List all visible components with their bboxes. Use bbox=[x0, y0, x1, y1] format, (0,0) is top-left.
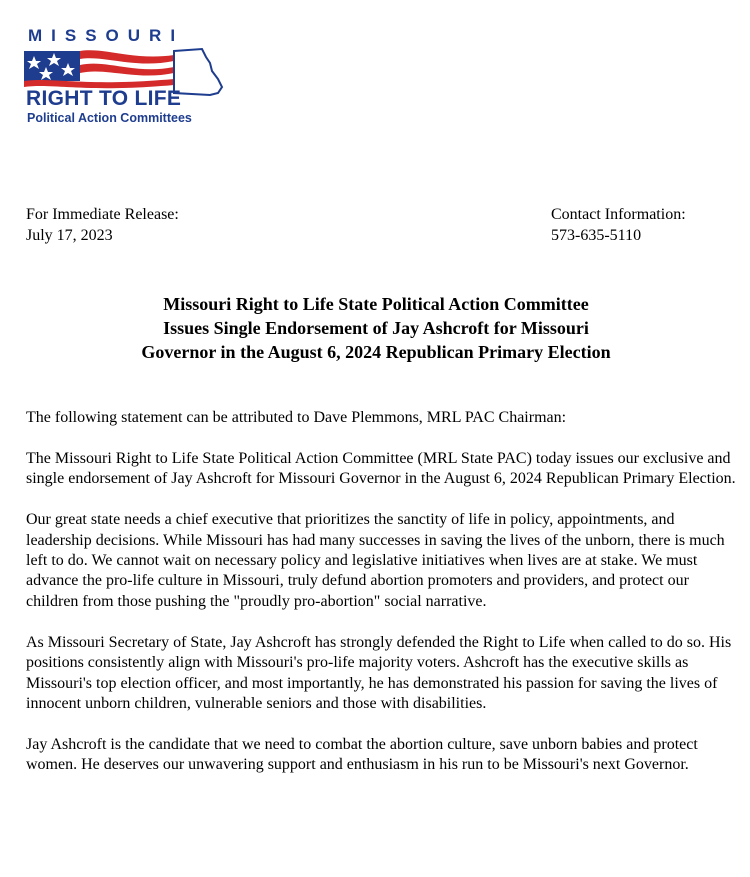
release-label: For Immediate Release: bbox=[26, 206, 179, 223]
attribution-paragraph: The following statement can be attributed to Dave Plemmons, MRL PAC Chairman: bbox=[26, 409, 567, 426]
release-body bbox=[26, 408, 736, 796]
contact-info bbox=[551, 204, 686, 246]
logo-bottom-text: Political Action Committees bbox=[27, 111, 192, 125]
contact-label: Contact Information: bbox=[551, 206, 686, 223]
body-paragraph: Jay Ashcroft is the candidate that we need to combat the abortion culture, save unborn babies and protect women. He deserves our unwavering support and enthusiasm in his run to be Missouri's next Governor. bbox=[26, 735, 698, 774]
body-paragraph: Our great state needs a chief executive that prioritizes the sanctity of life in policy, appointments, and leadership decisions. While Missouri has had many successes in saving the lives of the unborn, there is much left to do. We cannot wait on necessary policy and legislative initiatives when lives are at stake. We must advance the pro-life culture in Missouri, truly defund abortion promoters and providers, and protect our children from those pushing the "proudly pro-abortion" social narrative. bbox=[26, 511, 725, 610]
body-paragraph: As Missouri Secretary of State, Jay Ashcroft has strongly defended the Right to Life when called to do so. His positions consistently align with Missouri's pro-life majority voters. Ashcroft has the executive skills as Missouri's top election officer, and most importantly, he has demonstrated his passion for saving the lives of innocent unborn children, vulnerable seniors and those with disabilities. bbox=[26, 633, 732, 712]
logo-middle-text: RIGHT TO LIFE bbox=[26, 87, 182, 110]
release-info bbox=[26, 204, 179, 246]
mrl-pac-logo bbox=[24, 26, 234, 126]
release-date: July 17, 2023 bbox=[26, 227, 113, 244]
headline-line: Missouri Right to Life State Political Action Committee bbox=[163, 294, 589, 314]
press-release-headline bbox=[26, 292, 726, 364]
contact-phone: 573-635-5110 bbox=[551, 227, 642, 244]
body-paragraph: The Missouri Right to Life State Political Action Committee (MRL State PAC) today issues our exclusive and single endorsement of Jay Ashcroft for Missouri Governor in the August 6, 2024 Republican Primary Election. bbox=[26, 449, 736, 488]
logo-top-text: MISSOURI bbox=[28, 26, 185, 45]
headline-line: Issues Single Endorsement of Jay Ashcroft for Missouri bbox=[163, 318, 589, 338]
headline-line: Governor in the August 6, 2024 Republican Primary Election bbox=[141, 342, 611, 362]
